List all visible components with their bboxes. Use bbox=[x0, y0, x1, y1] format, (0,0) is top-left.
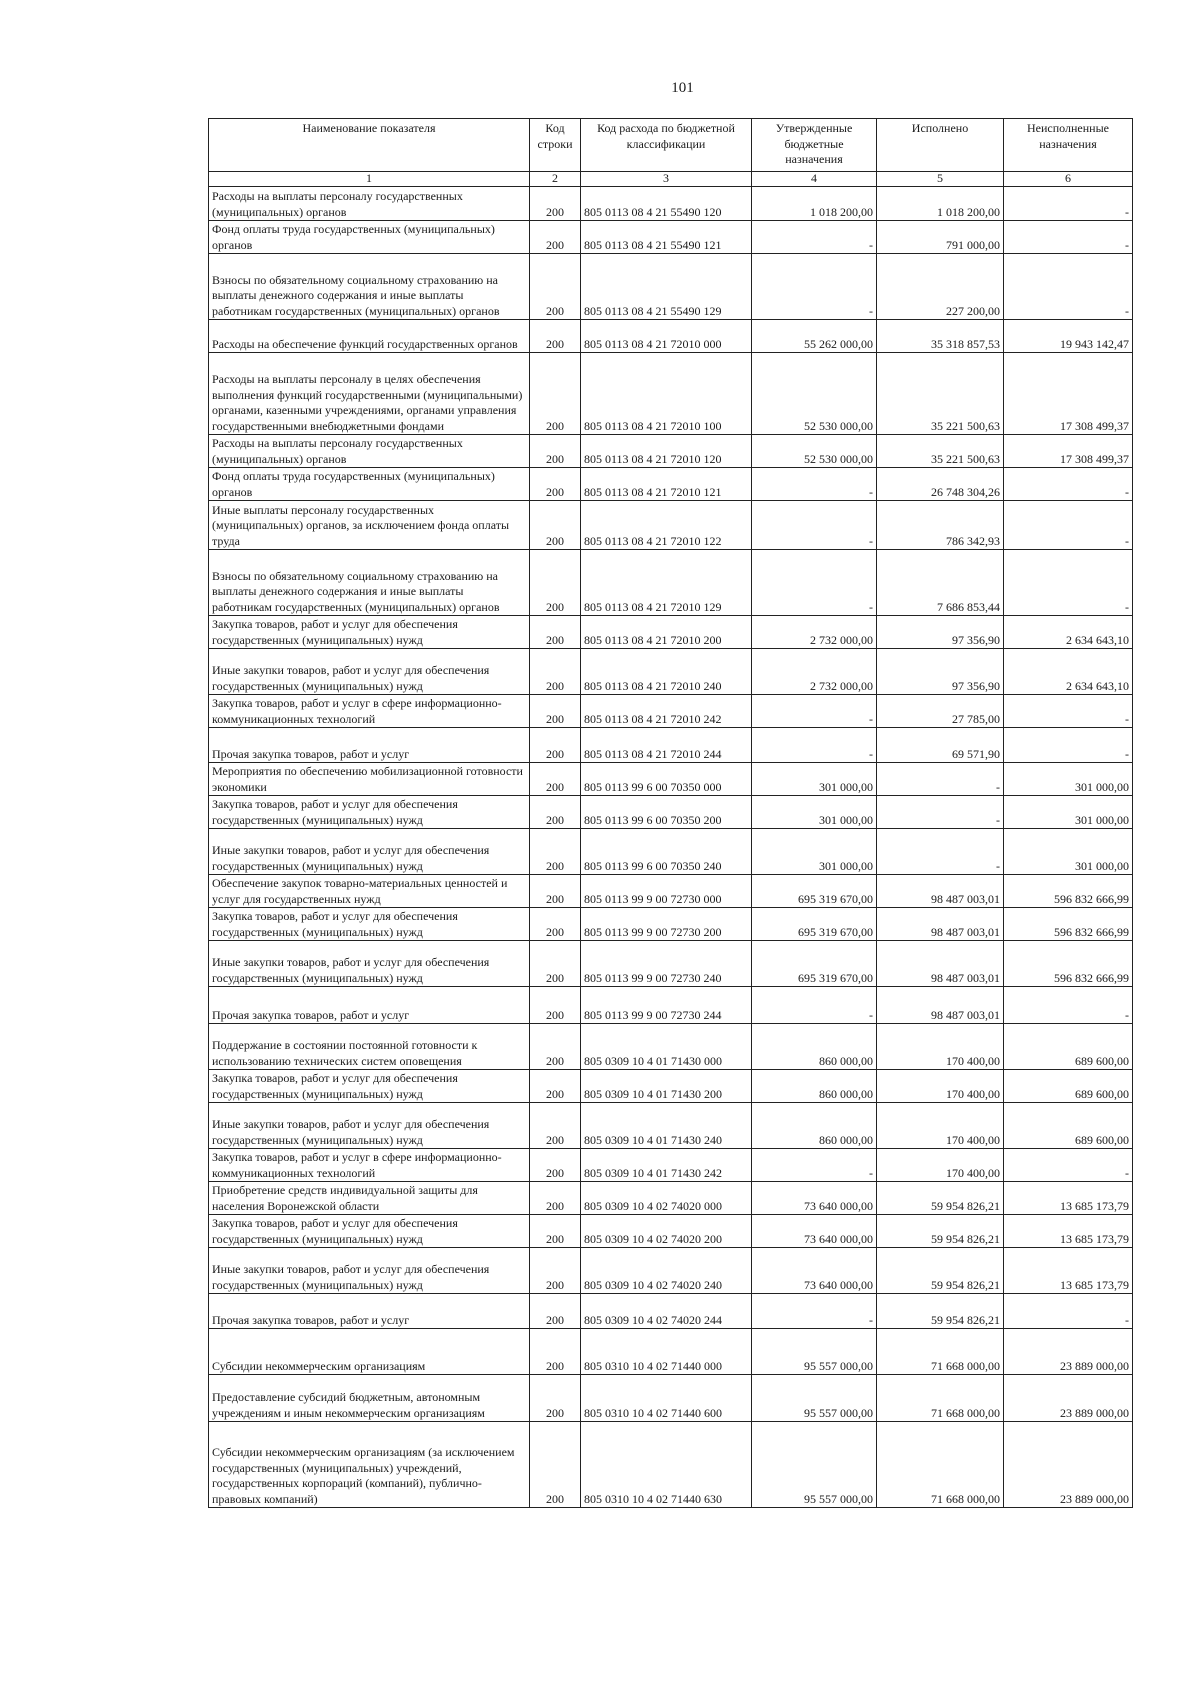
line-code-cell: 200 bbox=[530, 987, 581, 1024]
line-code-cell: 200 bbox=[530, 1248, 581, 1294]
table-row bbox=[209, 763, 1133, 796]
line-code-cell: 200 bbox=[530, 941, 581, 987]
line-code-cell: 200 bbox=[530, 550, 581, 616]
line-code-cell: 200 bbox=[530, 763, 581, 796]
indicator-name-cell: Прочая закупка товаров, работ и услуг bbox=[209, 987, 530, 1024]
executed-amount-cell: 98 487 003,01 bbox=[877, 908, 1004, 941]
table-row bbox=[209, 649, 1133, 695]
unexecuted-amount-cell: 19 943 142,47 bbox=[1004, 320, 1133, 353]
indicator-name-cell: Закупка товаров, работ и услуг для обеспечения государственных (муниципальных) нужд bbox=[209, 796, 530, 829]
table-row bbox=[209, 616, 1133, 649]
line-code-cell: 200 bbox=[530, 254, 581, 320]
expense-code-cell: 805 0113 08 4 21 72010 121 bbox=[581, 468, 752, 501]
approved-amount-cell: 52 530 000,00 bbox=[752, 435, 877, 468]
unexecuted-amount-cell: 689 600,00 bbox=[1004, 1024, 1133, 1070]
page-number: 101 bbox=[671, 80, 694, 96]
expense-code-cell: 805 0309 10 4 01 71430 242 bbox=[581, 1149, 752, 1182]
executed-amount-cell: 97 356,90 bbox=[877, 649, 1004, 695]
approved-amount-cell: 860 000,00 bbox=[752, 1103, 877, 1149]
expense-code-cell: 805 0113 08 4 21 72010 240 bbox=[581, 649, 752, 695]
column-number: 1 bbox=[209, 172, 530, 187]
expense-code-cell: 805 0309 10 4 01 71430 200 bbox=[581, 1070, 752, 1103]
indicator-name-cell: Расходы на обеспечение функций государственных органов bbox=[209, 320, 530, 353]
approved-amount-cell: 301 000,00 bbox=[752, 796, 877, 829]
column-number: 6 bbox=[1004, 172, 1133, 187]
unexecuted-amount-cell: - bbox=[1004, 468, 1133, 501]
expense-code-cell: 805 0113 08 4 21 55490 129 bbox=[581, 254, 752, 320]
approved-amount-cell: 695 319 670,00 bbox=[752, 875, 877, 908]
table-row bbox=[209, 829, 1133, 875]
indicator-name-cell: Закупка товаров, работ и услуг в сфере информационно-коммуникационных технологий bbox=[209, 695, 530, 728]
approved-amount-cell: 73 640 000,00 bbox=[752, 1215, 877, 1248]
unexecuted-amount-cell: - bbox=[1004, 501, 1133, 550]
expense-code-cell: 805 0113 08 4 21 72010 122 bbox=[581, 501, 752, 550]
unexecuted-amount-cell: 23 889 000,00 bbox=[1004, 1375, 1133, 1422]
column-number: 5 bbox=[877, 172, 1004, 187]
expense-code-cell: 805 0113 99 6 00 70350 240 bbox=[581, 829, 752, 875]
expense-code-cell: 805 0309 10 4 01 71430 240 bbox=[581, 1103, 752, 1149]
table-row bbox=[209, 1070, 1133, 1103]
line-code-cell: 200 bbox=[530, 468, 581, 501]
executed-amount-cell: 97 356,90 bbox=[877, 616, 1004, 649]
expense-code-cell: 805 0113 99 9 00 72730 200 bbox=[581, 908, 752, 941]
indicator-name-cell: Взносы по обязательному социальному страхованию на выплаты денежного содержания и иные выплаты работникам государственных (муниципальных) органов bbox=[209, 254, 530, 320]
executed-amount-cell: 59 954 826,21 bbox=[877, 1248, 1004, 1294]
executed-amount-cell: 791 000,00 bbox=[877, 221, 1004, 254]
unexecuted-amount-cell: 689 600,00 bbox=[1004, 1103, 1133, 1149]
expense-code-cell: 805 0309 10 4 02 74020 244 bbox=[581, 1294, 752, 1329]
unexecuted-amount-cell: - bbox=[1004, 728, 1133, 763]
header-line-code: Код строки bbox=[530, 119, 581, 172]
table-row bbox=[209, 1182, 1133, 1215]
approved-amount-cell: - bbox=[752, 501, 877, 550]
line-code-cell: 200 bbox=[530, 1149, 581, 1182]
executed-amount-cell: 98 487 003,01 bbox=[877, 875, 1004, 908]
table-row bbox=[209, 941, 1133, 987]
expense-code-cell: 805 0113 08 4 21 72010 129 bbox=[581, 550, 752, 616]
executed-amount-cell: 98 487 003,01 bbox=[877, 941, 1004, 987]
unexecuted-amount-cell: - bbox=[1004, 1149, 1133, 1182]
header-indicator-name: Наименование показателя bbox=[209, 119, 530, 172]
line-code-cell: 200 bbox=[530, 187, 581, 221]
table-row bbox=[209, 1294, 1133, 1329]
approved-amount-cell: 695 319 670,00 bbox=[752, 908, 877, 941]
column-number: 2 bbox=[530, 172, 581, 187]
executed-amount-cell: 170 400,00 bbox=[877, 1149, 1004, 1182]
approved-amount-cell: 1 018 200,00 bbox=[752, 187, 877, 221]
line-code-cell: 200 bbox=[530, 501, 581, 550]
unexecuted-amount-cell: - bbox=[1004, 1294, 1133, 1329]
table-row bbox=[209, 468, 1133, 501]
expense-code-cell: 805 0310 10 4 02 71440 630 bbox=[581, 1422, 752, 1508]
executed-amount-cell: 59 954 826,21 bbox=[877, 1294, 1004, 1329]
indicator-name-cell: Фонд оплаты труда государственных (муниципальных) органов bbox=[209, 221, 530, 254]
unexecuted-amount-cell: 2 634 643,10 bbox=[1004, 649, 1133, 695]
unexecuted-amount-cell: 13 685 173,79 bbox=[1004, 1182, 1133, 1215]
approved-amount-cell: - bbox=[752, 1149, 877, 1182]
approved-amount-cell: 95 557 000,00 bbox=[752, 1375, 877, 1422]
approved-amount-cell: 2 732 000,00 bbox=[752, 649, 877, 695]
table-row bbox=[209, 1149, 1133, 1182]
table-row bbox=[209, 254, 1133, 320]
indicator-name-cell: Закупка товаров, работ и услуг для обеспечения государственных (муниципальных) нужд bbox=[209, 908, 530, 941]
line-code-cell: 200 bbox=[530, 221, 581, 254]
header-approved: Утвержденные бюджетные назначения bbox=[752, 119, 877, 172]
approved-amount-cell: - bbox=[752, 254, 877, 320]
line-code-cell: 200 bbox=[530, 1294, 581, 1329]
column-number: 3 bbox=[581, 172, 752, 187]
table-row bbox=[209, 550, 1133, 616]
indicator-name-cell: Иные закупки товаров, работ и услуг для обеспечения государственных (муниципальных) нужд bbox=[209, 829, 530, 875]
executed-amount-cell: - bbox=[877, 796, 1004, 829]
indicator-name-cell: Иные выплаты персоналу государственных (муниципальных) органов, за исключением фонда оплаты труда bbox=[209, 501, 530, 550]
line-code-cell: 200 bbox=[530, 695, 581, 728]
executed-amount-cell: 59 954 826,21 bbox=[877, 1215, 1004, 1248]
approved-amount-cell: - bbox=[752, 1294, 877, 1329]
expense-code-cell: 805 0309 10 4 02 74020 000 bbox=[581, 1182, 752, 1215]
approved-amount-cell: - bbox=[752, 468, 877, 501]
executed-amount-cell: 71 668 000,00 bbox=[877, 1422, 1004, 1508]
table-row bbox=[209, 728, 1133, 763]
unexecuted-amount-cell: 23 889 000,00 bbox=[1004, 1329, 1133, 1375]
line-code-cell: 200 bbox=[530, 320, 581, 353]
unexecuted-amount-cell: 689 600,00 bbox=[1004, 1070, 1133, 1103]
line-code-cell: 200 bbox=[530, 1070, 581, 1103]
approved-amount-cell: 73 640 000,00 bbox=[752, 1182, 877, 1215]
column-numbers-row bbox=[209, 172, 1133, 187]
line-code-cell: 200 bbox=[530, 796, 581, 829]
indicator-name-cell: Субсидии некоммерческим организациям (за исключением государственных (муниципальных) учреждений, государственных корпораций (компаний), публично-правовых компаний) bbox=[209, 1422, 530, 1508]
indicator-name-cell: Фонд оплаты труда государственных (муниципальных) органов bbox=[209, 468, 530, 501]
executed-amount-cell: 35 318 857,53 bbox=[877, 320, 1004, 353]
executed-amount-cell: 71 668 000,00 bbox=[877, 1329, 1004, 1375]
table-row bbox=[209, 1215, 1133, 1248]
approved-amount-cell: 52 530 000,00 bbox=[752, 353, 877, 435]
table-row bbox=[209, 695, 1133, 728]
column-number: 4 bbox=[752, 172, 877, 187]
unexecuted-amount-cell: - bbox=[1004, 254, 1133, 320]
table-row bbox=[209, 1024, 1133, 1070]
unexecuted-amount-cell: 17 308 499,37 bbox=[1004, 435, 1133, 468]
indicator-name-cell: Обеспечение закупок товарно-материальных ценностей и услуг для государственных нужд bbox=[209, 875, 530, 908]
approved-amount-cell: - bbox=[752, 695, 877, 728]
table-row bbox=[209, 353, 1133, 435]
budget-execution-table bbox=[208, 118, 1133, 1508]
unexecuted-amount-cell: 596 832 666,99 bbox=[1004, 875, 1133, 908]
expense-code-cell: 805 0113 08 4 21 72010 242 bbox=[581, 695, 752, 728]
indicator-name-cell: Закупка товаров, работ и услуг для обеспечения государственных (муниципальных) нужд bbox=[209, 1070, 530, 1103]
executed-amount-cell: - bbox=[877, 763, 1004, 796]
indicator-name-cell: Иные закупки товаров, работ и услуг для обеспечения государственных (муниципальных) нужд bbox=[209, 941, 530, 987]
approved-amount-cell: - bbox=[752, 221, 877, 254]
unexecuted-amount-cell: 301 000,00 bbox=[1004, 796, 1133, 829]
unexecuted-amount-cell: 596 832 666,99 bbox=[1004, 941, 1133, 987]
expense-code-cell: 805 0309 10 4 02 74020 240 bbox=[581, 1248, 752, 1294]
line-code-cell: 200 bbox=[530, 353, 581, 435]
approved-amount-cell: 860 000,00 bbox=[752, 1024, 877, 1070]
line-code-cell: 200 bbox=[530, 1375, 581, 1422]
expense-code-cell: 805 0310 10 4 02 71440 600 bbox=[581, 1375, 752, 1422]
unexecuted-amount-cell: 301 000,00 bbox=[1004, 763, 1133, 796]
executed-amount-cell: 27 785,00 bbox=[877, 695, 1004, 728]
unexecuted-amount-cell: 2 634 643,10 bbox=[1004, 616, 1133, 649]
table-row bbox=[209, 320, 1133, 353]
executed-amount-cell: 170 400,00 bbox=[877, 1103, 1004, 1149]
line-code-cell: 200 bbox=[530, 616, 581, 649]
line-code-cell: 200 bbox=[530, 1329, 581, 1375]
unexecuted-amount-cell: 17 308 499,37 bbox=[1004, 353, 1133, 435]
executed-amount-cell: 227 200,00 bbox=[877, 254, 1004, 320]
indicator-name-cell: Закупка товаров, работ и услуг для обеспечения государственных (муниципальных) нужд bbox=[209, 1215, 530, 1248]
indicator-name-cell: Иные закупки товаров, работ и услуг для обеспечения государственных (муниципальных) нужд bbox=[209, 1248, 530, 1294]
indicator-name-cell: Расходы на выплаты персоналу государственных (муниципальных) органов bbox=[209, 187, 530, 221]
expense-code-cell: 805 0113 99 6 00 70350 200 bbox=[581, 796, 752, 829]
line-code-cell: 200 bbox=[530, 829, 581, 875]
executed-amount-cell: - bbox=[877, 829, 1004, 875]
indicator-name-cell: Прочая закупка товаров, работ и услуг bbox=[209, 728, 530, 763]
line-code-cell: 200 bbox=[530, 728, 581, 763]
indicator-name-cell: Предоставление субсидий бюджетным, автономным учреждениям и иным некоммерческим организациям bbox=[209, 1375, 530, 1422]
indicator-name-cell: Закупка товаров, работ и услуг в сфере информационно-коммуникационных технологий bbox=[209, 1149, 530, 1182]
approved-amount-cell: - bbox=[752, 987, 877, 1024]
table-row bbox=[209, 435, 1133, 468]
approved-amount-cell: 55 262 000,00 bbox=[752, 320, 877, 353]
indicator-name-cell: Взносы по обязательному социальному страхованию на выплаты денежного содержания и иные выплаты работникам государственных (муниципальных) органов bbox=[209, 550, 530, 616]
line-code-cell: 200 bbox=[530, 435, 581, 468]
table-row bbox=[209, 796, 1133, 829]
unexecuted-amount-cell: 13 685 173,79 bbox=[1004, 1215, 1133, 1248]
table-row bbox=[209, 1375, 1133, 1422]
line-code-cell: 200 bbox=[530, 1182, 581, 1215]
table-row bbox=[209, 1422, 1133, 1508]
table-row bbox=[209, 501, 1133, 550]
expense-code-cell: 805 0309 10 4 02 74020 200 bbox=[581, 1215, 752, 1248]
table-row bbox=[209, 875, 1133, 908]
indicator-name-cell: Иные закупки товаров, работ и услуг для обеспечения государственных (муниципальных) нужд bbox=[209, 1103, 530, 1149]
expense-code-cell: 805 0113 08 4 21 72010 200 bbox=[581, 616, 752, 649]
table-row bbox=[209, 908, 1133, 941]
indicator-name-cell: Субсидии некоммерческим организациям bbox=[209, 1329, 530, 1375]
indicator-name-cell: Приобретение средств индивидуальной защиты для населения Воронежской области bbox=[209, 1182, 530, 1215]
indicator-name-cell: Закупка товаров, работ и услуг для обеспечения государственных (муниципальных) нужд bbox=[209, 616, 530, 649]
unexecuted-amount-cell: - bbox=[1004, 221, 1133, 254]
header-expense-code: Код расхода по бюджетной классификации bbox=[581, 119, 752, 172]
line-code-cell: 200 bbox=[530, 908, 581, 941]
approved-amount-cell: 73 640 000,00 bbox=[752, 1248, 877, 1294]
indicator-name-cell: Поддержание в состоянии постоянной готовности к использованию технических систем оповещения bbox=[209, 1024, 530, 1070]
indicator-name-cell: Мероприятия по обеспечению мобилизационной готовности экономики bbox=[209, 763, 530, 796]
line-code-cell: 200 bbox=[530, 649, 581, 695]
unexecuted-amount-cell: - bbox=[1004, 550, 1133, 616]
expense-code-cell: 805 0113 08 4 21 55490 121 bbox=[581, 221, 752, 254]
indicator-name-cell: Расходы на выплаты персоналу государственных (муниципальных) органов bbox=[209, 435, 530, 468]
unexecuted-amount-cell: 23 889 000,00 bbox=[1004, 1422, 1133, 1508]
approved-amount-cell: 301 000,00 bbox=[752, 829, 877, 875]
header-executed: Исполнено bbox=[877, 119, 1004, 172]
executed-amount-cell: 26 748 304,26 bbox=[877, 468, 1004, 501]
header-unexecuted: Неисполненные назначения bbox=[1004, 119, 1133, 172]
executed-amount-cell: 69 571,90 bbox=[877, 728, 1004, 763]
approved-amount-cell: 301 000,00 bbox=[752, 763, 877, 796]
executed-amount-cell: 59 954 826,21 bbox=[877, 1182, 1004, 1215]
unexecuted-amount-cell: - bbox=[1004, 987, 1133, 1024]
line-code-cell: 200 bbox=[530, 1103, 581, 1149]
unexecuted-amount-cell: 13 685 173,79 bbox=[1004, 1248, 1133, 1294]
table-row bbox=[209, 1248, 1133, 1294]
executed-amount-cell: 786 342,93 bbox=[877, 501, 1004, 550]
table-row bbox=[209, 987, 1133, 1024]
unexecuted-amount-cell: 596 832 666,99 bbox=[1004, 908, 1133, 941]
expense-code-cell: 805 0113 08 4 21 72010 100 bbox=[581, 353, 752, 435]
expense-code-cell: 805 0113 99 6 00 70350 000 bbox=[581, 763, 752, 796]
executed-amount-cell: 1 018 200,00 bbox=[877, 187, 1004, 221]
executed-amount-cell: 35 221 500,63 bbox=[877, 353, 1004, 435]
approved-amount-cell: 95 557 000,00 bbox=[752, 1422, 877, 1508]
executed-amount-cell: 7 686 853,44 bbox=[877, 550, 1004, 616]
approved-amount-cell: 695 319 670,00 bbox=[752, 941, 877, 987]
indicator-name-cell: Иные закупки товаров, работ и услуг для обеспечения государственных (муниципальных) нужд bbox=[209, 649, 530, 695]
unexecuted-amount-cell: - bbox=[1004, 187, 1133, 221]
unexecuted-amount-cell: 301 000,00 bbox=[1004, 829, 1133, 875]
approved-amount-cell: - bbox=[752, 550, 877, 616]
executed-amount-cell: 71 668 000,00 bbox=[877, 1375, 1004, 1422]
expense-code-cell: 805 0113 08 4 21 72010 000 bbox=[581, 320, 752, 353]
indicator-name-cell: Прочая закупка товаров, работ и услуг bbox=[209, 1294, 530, 1329]
line-code-cell: 200 bbox=[530, 1422, 581, 1508]
line-code-cell: 200 bbox=[530, 1024, 581, 1070]
approved-amount-cell: 2 732 000,00 bbox=[752, 616, 877, 649]
table-row bbox=[209, 187, 1133, 221]
executed-amount-cell: 170 400,00 bbox=[877, 1070, 1004, 1103]
executed-amount-cell: 35 221 500,63 bbox=[877, 435, 1004, 468]
expense-code-cell: 805 0113 99 9 00 72730 244 bbox=[581, 987, 752, 1024]
expense-code-cell: 805 0113 08 4 21 55490 120 bbox=[581, 187, 752, 221]
expense-code-cell: 805 0310 10 4 02 71440 000 bbox=[581, 1329, 752, 1375]
expense-code-cell: 805 0113 08 4 21 72010 244 bbox=[581, 728, 752, 763]
indicator-name-cell: Расходы на выплаты персоналу в целях обеспечения выполнения функций государственными (муниципальными) органами, казенными учреждениями, органами управления государственными внебюджетными фондами bbox=[209, 353, 530, 435]
approved-amount-cell: - bbox=[752, 728, 877, 763]
expense-code-cell: 805 0113 99 9 00 72730 000 bbox=[581, 875, 752, 908]
executed-amount-cell: 170 400,00 bbox=[877, 1024, 1004, 1070]
unexecuted-amount-cell: - bbox=[1004, 695, 1133, 728]
executed-amount-cell: 98 487 003,01 bbox=[877, 987, 1004, 1024]
table-row bbox=[209, 1103, 1133, 1149]
expense-code-cell: 805 0309 10 4 01 71430 000 bbox=[581, 1024, 752, 1070]
line-code-cell: 200 bbox=[530, 875, 581, 908]
table-row bbox=[209, 221, 1133, 254]
line-code-cell: 200 bbox=[530, 1215, 581, 1248]
table-row bbox=[209, 1329, 1133, 1375]
expense-code-cell: 805 0113 99 9 00 72730 240 bbox=[581, 941, 752, 987]
expense-code-cell: 805 0113 08 4 21 72010 120 bbox=[581, 435, 752, 468]
approved-amount-cell: 860 000,00 bbox=[752, 1070, 877, 1103]
approved-amount-cell: 95 557 000,00 bbox=[752, 1329, 877, 1375]
table-header-row bbox=[209, 119, 1133, 172]
